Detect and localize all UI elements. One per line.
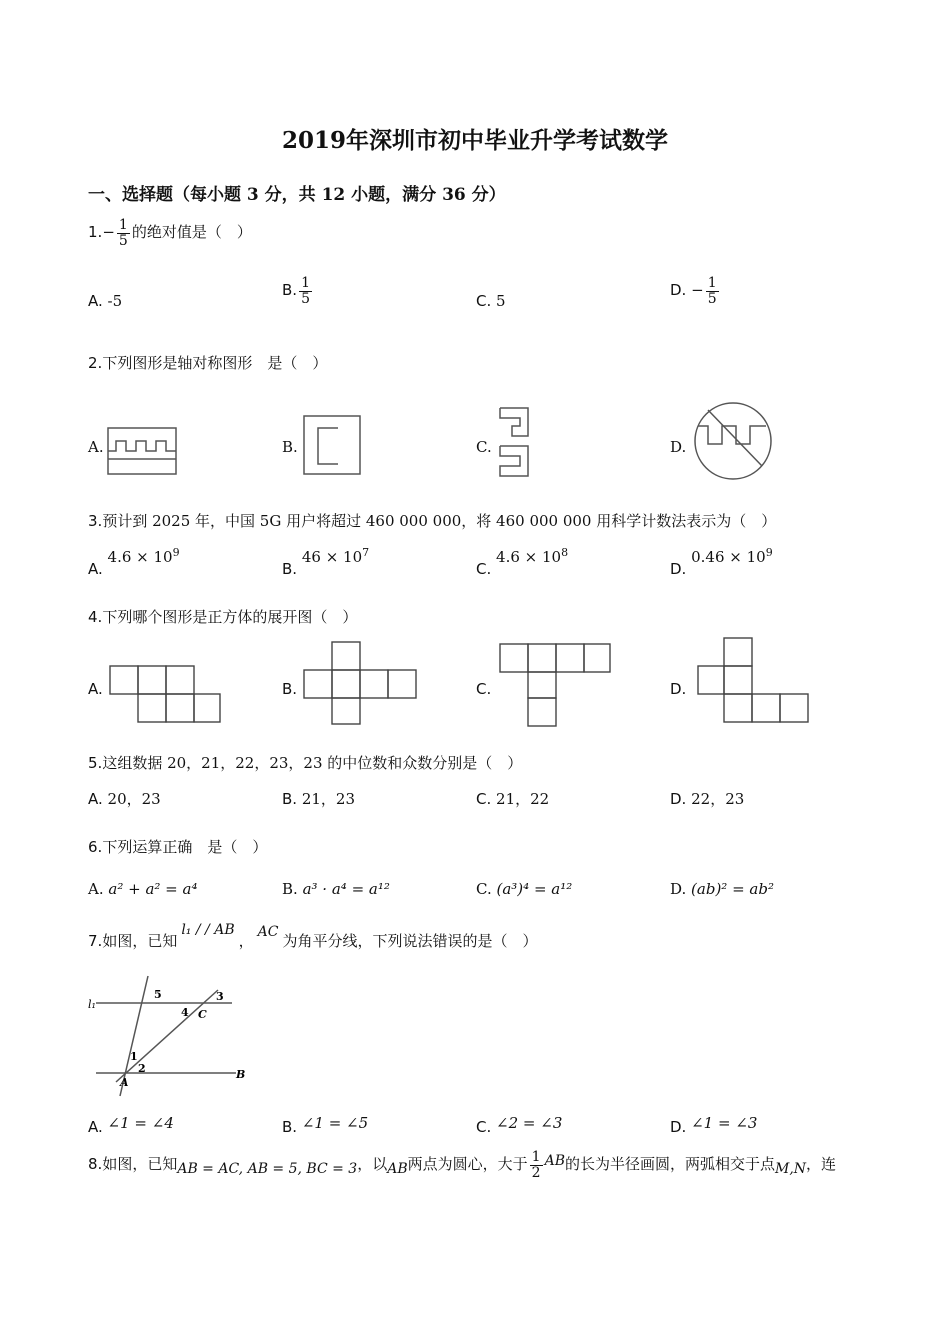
q7-option-a[interactable] — [88, 1114, 174, 1136]
numerator: 1 — [531, 1150, 541, 1165]
option-exponent: 9 — [765, 546, 773, 559]
option-text: 22，23 — [691, 790, 745, 808]
question-text: ， — [238, 932, 254, 950]
option-base: 4.6 × 10 — [107, 548, 173, 566]
label-b: B — [236, 1068, 246, 1081]
question-number: 2. — [88, 354, 103, 372]
q6-option-b[interactable] — [282, 880, 390, 898]
option-text: ∠1 = ∠5 — [301, 1114, 369, 1132]
neg-sign: − — [691, 281, 704, 300]
numerator: 1 — [707, 275, 717, 291]
math-given: AB = AC, AB = 5, BC = 3 — [177, 1161, 358, 1178]
q7-option-c[interactable] — [476, 1114, 563, 1136]
option-text: ∠2 = ∠3 — [496, 1114, 563, 1132]
option-label: B. — [282, 560, 298, 578]
question-number: 8. — [88, 1155, 103, 1174]
option-exponent: 8 — [561, 546, 569, 559]
question-number: 4. — [88, 608, 103, 626]
denominator: 2 — [531, 1164, 541, 1181]
q6-option-c[interactable] — [476, 880, 572, 898]
q4-net-b — [302, 640, 418, 726]
q2-option-c-label[interactable]: C. — [476, 438, 492, 456]
math-mn: M,N — [775, 1161, 807, 1178]
math-ab: AB — [387, 1161, 408, 1178]
section-heading: 一、选择题（每小题 3 分，共 12 小题，满分 36 分） — [88, 185, 506, 205]
question-text: 两点为圆心，大于 — [407, 1155, 528, 1174]
label-2: 2 — [138, 1062, 146, 1075]
option-label: C. — [476, 292, 492, 310]
option-label: B. — [282, 790, 298, 808]
denominator: 5 — [118, 232, 128, 249]
q1-option-d[interactable] — [670, 276, 721, 306]
q4-net-a — [108, 664, 222, 724]
q3-option-d[interactable] — [670, 546, 773, 578]
question-number: 3. — [88, 512, 103, 530]
option-text: -5 — [107, 292, 123, 310]
question-1 — [88, 218, 252, 248]
q4-option-a-label[interactable]: A. — [88, 680, 103, 698]
option-text: (a³)⁴ = a¹² — [496, 880, 573, 898]
option-text: 21，23 — [301, 790, 356, 808]
question-text: ，以 — [357, 1155, 388, 1174]
question-text: ，连 — [806, 1155, 837, 1174]
fraction — [299, 276, 312, 306]
question-4 — [88, 606, 357, 627]
question-text: 如图，已知 — [102, 932, 178, 950]
question-number: 5. — [88, 754, 103, 772]
q7-option-d[interactable] — [670, 1114, 758, 1136]
question-number: 6. — [88, 838, 103, 856]
option-label: C. — [476, 790, 492, 808]
q4-option-c-label[interactable]: C. — [476, 680, 492, 698]
option-text: 20，23 — [107, 790, 161, 808]
label-5: 5 — [154, 988, 162, 1001]
q6-option-d[interactable] — [670, 880, 774, 898]
q4-option-b-label[interactable]: B. — [282, 680, 298, 698]
question-number: 1. — [88, 223, 103, 242]
option-text: 21，22 — [496, 790, 550, 808]
q2-figure-b — [302, 414, 362, 476]
q3-option-b[interactable] — [282, 546, 370, 578]
option-text: (ab)² = ab² — [691, 880, 774, 898]
q2-figure-d — [692, 400, 774, 482]
label-1: 1 — [130, 1050, 138, 1063]
question-text: 为角平分线，下列说法错误的是（ ） — [282, 932, 538, 950]
denominator: 5 — [301, 290, 310, 307]
question-7 — [88, 922, 538, 951]
numerator: 1 — [301, 275, 310, 291]
q4-option-d-label[interactable]: D. — [670, 680, 687, 698]
q3-option-a[interactable] — [88, 546, 180, 578]
label-4: 4 — [181, 1006, 189, 1019]
question-text: 这组数据 20，21，22，23，23 的中位数和众数分别是（ ） — [102, 754, 523, 772]
q3-option-c[interactable] — [476, 546, 569, 578]
fraction — [530, 1150, 543, 1180]
q5-option-c[interactable] — [476, 788, 549, 809]
option-label: A. — [88, 880, 104, 898]
q4-net-d — [696, 636, 810, 724]
option-label: A. — [88, 560, 103, 578]
question-text: 如图，已知 — [102, 1155, 178, 1174]
option-label: D. — [670, 560, 687, 578]
question-8 — [88, 1150, 868, 1180]
q7-geometry-figure — [86, 972, 252, 1100]
q2-option-a-label[interactable]: A. — [88, 438, 104, 456]
q4-net-c — [498, 642, 612, 728]
question-number: 7. — [88, 932, 103, 950]
option-label: C. — [476, 880, 492, 898]
neg-sign: − — [102, 223, 115, 242]
page-title: 2019年深圳市初中毕业升学考试数学 — [281, 127, 668, 154]
option-label: D. — [670, 281, 687, 300]
option-exponent: 7 — [362, 546, 370, 559]
math-ac: AC — [257, 924, 279, 940]
q1-option-a[interactable] — [88, 292, 122, 310]
option-label: A. — [88, 1118, 103, 1136]
q7-option-b[interactable] — [282, 1114, 369, 1136]
denominator: 5 — [707, 290, 717, 307]
option-label: A. — [88, 790, 103, 808]
fraction — [117, 218, 130, 248]
q1-option-b[interactable] — [282, 276, 314, 306]
label-l1: l₁ — [88, 998, 96, 1011]
option-exponent: 9 — [172, 546, 180, 559]
question-3 — [88, 510, 776, 531]
question-2 — [88, 352, 327, 373]
q1-option-c[interactable] — [476, 292, 506, 310]
q2-figure-a — [106, 425, 178, 477]
q2-option-d-label[interactable]: D. — [670, 438, 687, 456]
q5-option-a[interactable] — [88, 788, 161, 809]
option-base: 4.6 × 10 — [496, 548, 562, 566]
question-text: 的长为半径画圆，两弧相交于点 — [564, 1155, 775, 1174]
question-text: 预计到 2025 年，中国 5G 用户将超过 460 000 000，将 460 000 000 用科学计数法表示为（ ） — [102, 512, 777, 530]
label-3: 3 — [216, 990, 224, 1003]
q5-option-d[interactable] — [670, 788, 744, 809]
option-label: B. — [282, 1118, 298, 1136]
label-c: C — [198, 1008, 207, 1021]
option-text: ∠1 = ∠3 — [691, 1114, 758, 1132]
option-label: A. — [88, 292, 103, 310]
option-label: B. — [282, 880, 298, 898]
question-5 — [88, 752, 522, 773]
question-text: 的绝对值是（ ） — [131, 223, 252, 242]
option-text: a³ · a⁴ = a¹² — [302, 880, 390, 898]
question-text: 下列图形是轴对称图形 是（ ） — [102, 354, 328, 372]
numerator: 1 — [118, 217, 128, 233]
option-text: ∠1 = ∠4 — [107, 1114, 174, 1132]
question-text: 下列运算正确 是（ ） — [102, 838, 268, 856]
q2-figure-c — [496, 406, 532, 478]
option-label: D. — [670, 790, 687, 808]
option-label: B. — [282, 281, 298, 300]
option-base: 46 × 10 — [301, 548, 363, 566]
math-parallel: l₁ / / AB — [181, 922, 235, 938]
q5-option-b[interactable] — [282, 788, 355, 809]
option-label: D. — [670, 1118, 687, 1136]
question-text: 下列哪个图形是正方体的展开图（ ） — [102, 608, 358, 626]
math-ab: AB — [544, 1153, 565, 1170]
option-text: 5 — [496, 292, 506, 310]
option-base: 0.46 × 10 — [691, 548, 766, 566]
option-label: C. — [476, 560, 492, 578]
option-label: C. — [476, 1118, 492, 1136]
option-text: a² + a² = a⁴ — [108, 880, 198, 898]
q6-option-a[interactable] — [88, 880, 197, 898]
fraction — [706, 276, 719, 306]
option-label: D. — [670, 880, 687, 898]
label-a: A — [120, 1076, 129, 1089]
question-6 — [88, 836, 267, 857]
q2-option-b-label[interactable]: B. — [282, 438, 298, 456]
